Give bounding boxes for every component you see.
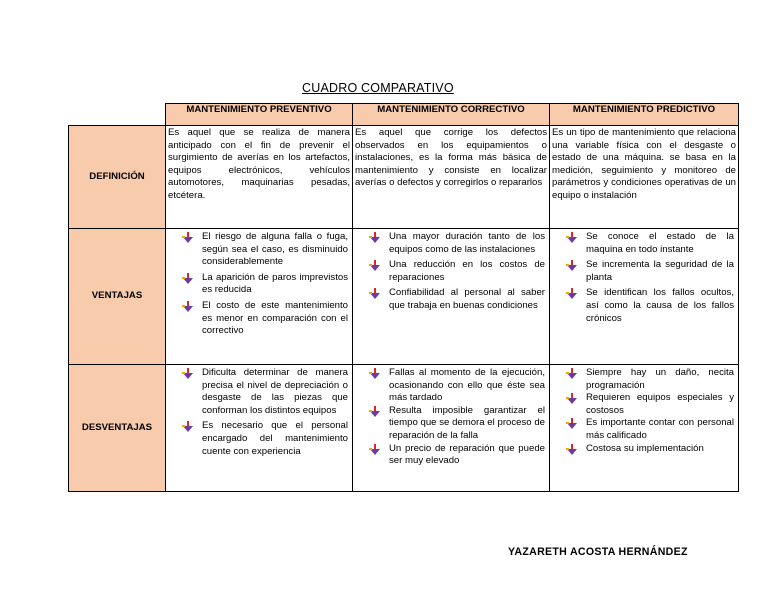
list-item-text: Es necesario que el personal encargado del mantenimiento cuente con experiencia <box>202 420 348 457</box>
list-item <box>182 367 348 417</box>
ventajas-predictivo-list <box>566 231 734 325</box>
list-item <box>566 417 734 442</box>
arrow-bullet-icon <box>182 368 193 379</box>
list-item-text: Un precio de reparación que puede ser muy elevado <box>389 442 545 467</box>
arrow-bullet-icon <box>369 444 380 455</box>
definicion-predictivo-cell <box>550 126 739 229</box>
list-item <box>369 231 545 256</box>
row-header-definicion: DEFINICIÓN <box>69 126 166 229</box>
arrow-bullet-icon <box>369 232 380 243</box>
list-item-text: El riesgo de alguna falla o fuga, según sea el caso, es disminuido considerablemente <box>202 231 348 268</box>
arrow-bullet-icon <box>182 232 193 243</box>
ventajas-predictivo-cell <box>550 229 739 365</box>
list-item-text: Una reducción en los costos de reparaciones <box>389 259 545 283</box>
arrow-bullet-icon <box>182 273 193 284</box>
arrow-bullet-icon <box>566 232 577 243</box>
desventajas-predictivo-list <box>566 367 734 455</box>
row-header-desventajas: DESVENTAJAS <box>69 365 166 492</box>
list-item <box>182 420 348 458</box>
column-header-preventivo: MANTENIMIENTO PREVENTIVO <box>166 104 353 126</box>
desventajas-predictivo-cell <box>550 365 739 492</box>
list-item-text: Se incrementa la seguridad de la planta <box>586 259 734 283</box>
list-item <box>369 367 545 405</box>
list-item <box>566 367 734 392</box>
comparison-table <box>68 103 739 492</box>
list-item <box>566 287 734 325</box>
list-item-text: El costo de este mantenimiento es menor en comparación con el correctivo <box>202 299 348 337</box>
page-title: CUADRO COMPARATIVO <box>302 81 454 95</box>
desventajas-preventivo-cell <box>166 365 353 492</box>
list-item-text: La aparición de paros imprevistos es reducida <box>202 271 348 296</box>
arrow-bullet-icon <box>566 418 577 429</box>
list-item-text: Se identifican los fallos ocultos, así como la causa de los fallos crónicos <box>586 287 734 324</box>
list-item <box>369 443 545 468</box>
list-item <box>369 405 545 443</box>
list-item <box>566 231 734 256</box>
list-item-text: Costosa su implementación <box>586 442 704 454</box>
arrow-bullet-icon <box>369 406 380 417</box>
desventajas-correctivo-cell <box>353 365 550 492</box>
empty-corner-cell <box>69 104 166 126</box>
row-header-ventajas: VENTAJAS <box>69 229 166 365</box>
definicion-correctivo-text: Es aquel que corrige los defectos observados en los equipamientos o instalaciones, es la forma más básica de mantenimiento y consiste en localizar averías o defectos y corregirlos o repararlos <box>355 127 547 189</box>
arrow-bullet-icon <box>369 368 380 379</box>
ventajas-correctivo-cell <box>353 229 550 365</box>
author-name: YAZARETH ACOSTA HERNÁNDEZ <box>508 546 688 558</box>
desventajas-preventivo-list <box>182 367 348 458</box>
definicion-preventivo-cell <box>166 126 353 229</box>
list-item <box>566 259 734 284</box>
arrow-bullet-icon <box>566 444 577 455</box>
list-item-text: Requieren equipos especiales y costosos <box>586 392 734 416</box>
arrow-bullet-icon <box>566 260 577 271</box>
list-item <box>566 443 734 456</box>
column-header-correctivo: MANTENIMIENTO CORRECTIVO <box>353 104 550 126</box>
arrow-bullet-icon <box>182 301 193 312</box>
list-item-text: Es importante contar con personal más calificado <box>586 417 734 441</box>
arrow-bullet-icon <box>566 368 577 379</box>
list-item <box>182 231 348 269</box>
list-item-text: Siempre hay un daño, necita programación <box>586 367 734 391</box>
list-item <box>369 287 545 312</box>
list-item-text: Confiabilidad al personal al saber que trabaja en buenas condiciones <box>389 287 545 311</box>
list-item <box>182 300 348 338</box>
definicion-correctivo-cell <box>353 126 550 229</box>
arrow-bullet-icon <box>566 393 577 404</box>
definicion-preventivo-text: Es aquel que se realiza de manera anticipado con el fin de prevenir el surgimiento de averías en los artefactos, equipos electrónicos, vehículos automotores, maquinarias pesadas, etcétera. <box>168 127 350 201</box>
arrow-bullet-icon <box>182 421 193 432</box>
arrow-bullet-icon <box>369 260 380 271</box>
list-item-text: Se conoce el estado de la maquina en todo instante <box>586 231 734 255</box>
arrow-bullet-icon <box>566 288 577 299</box>
ventajas-correctivo-list <box>369 231 545 313</box>
list-item <box>369 259 545 284</box>
list-item-text: Una mayor duración tanto de los equipos como de las instalaciones <box>389 231 545 255</box>
list-item-text: Fallas al momento de la ejecución, ocasionando con ello que éste sea más tardado <box>389 367 545 404</box>
list-item <box>182 272 348 297</box>
list-item-text: Dificulta determinar de manera precisa el nivel de depreciación o desgaste de las piezas que conforman los distintos equipos <box>202 367 348 416</box>
list-item <box>566 392 734 417</box>
desventajas-correctivo-list <box>369 367 545 468</box>
column-header-predictivo: MANTENIMIENTO PREDICTIVO <box>550 104 739 126</box>
definicion-predictivo-text: Es un tipo de mantenimiento que relaciona una variable física con el desgaste o estado de una máquina. se basa en la medición, seguimiento y monitoreo de parámetros y condiciones operativas de un equipo o instalación <box>552 127 736 201</box>
arrow-bullet-icon <box>369 288 380 299</box>
ventajas-preventivo-cell <box>166 229 353 365</box>
ventajas-preventivo-list <box>182 231 348 338</box>
list-item-text: Resulta imposible garantizar el tiempo que se demora el proceso de reparación de la falla <box>389 404 545 441</box>
